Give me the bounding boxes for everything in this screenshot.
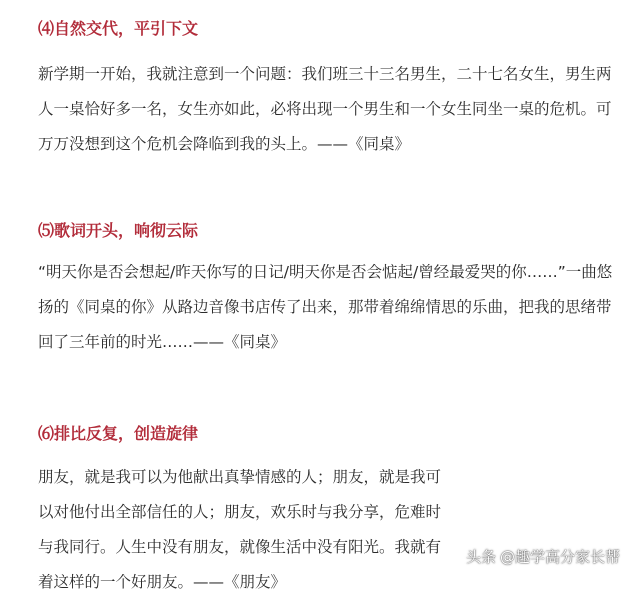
watermark (466, 544, 620, 568)
section-4-body: 新学期一开始，我就注意到一个问题：我们班三十三名男生，二十七名女生，男生两人一桌恰好多一名，女生亦如此，必将出现一个男生和一个女生同坐一桌的危机。可万万没想到这个危机会降临到我的头上。——《同桌》 (38, 65, 612, 153)
section-5-body: “明天你是否会想起/昨天你写的日记/明天你是否会惦起/曾经最爱哭的你……”一曲悠扬的《同桌的你》从路边音像书店传了出来，那带着绵绵情思的乐曲，把我的思绪带回了三年前的时光……——《同桌》 (38, 263, 613, 351)
watermark-account: @趣学高分家长帮 (500, 547, 621, 566)
section-6-body: 朋友，就是我可以为他献出真挚情感的人；朋友，就是我可以对他付出全部信任的人；朋友，欢乐时与我分享，危难时与我同行。人生中没有朋友，就像生活中没有阳光。我就有着这样的一个好朋友。——《朋友》 (38, 468, 442, 591)
watermark-platform: 头条 (466, 547, 497, 566)
section-6-heading: ⑹排比反复，创造旋律 (38, 424, 199, 443)
section-4-heading: ⑷自然交代，平引下文 (38, 19, 199, 38)
section-5-heading: ⑸歌词开头，响彻云际 (38, 221, 199, 240)
